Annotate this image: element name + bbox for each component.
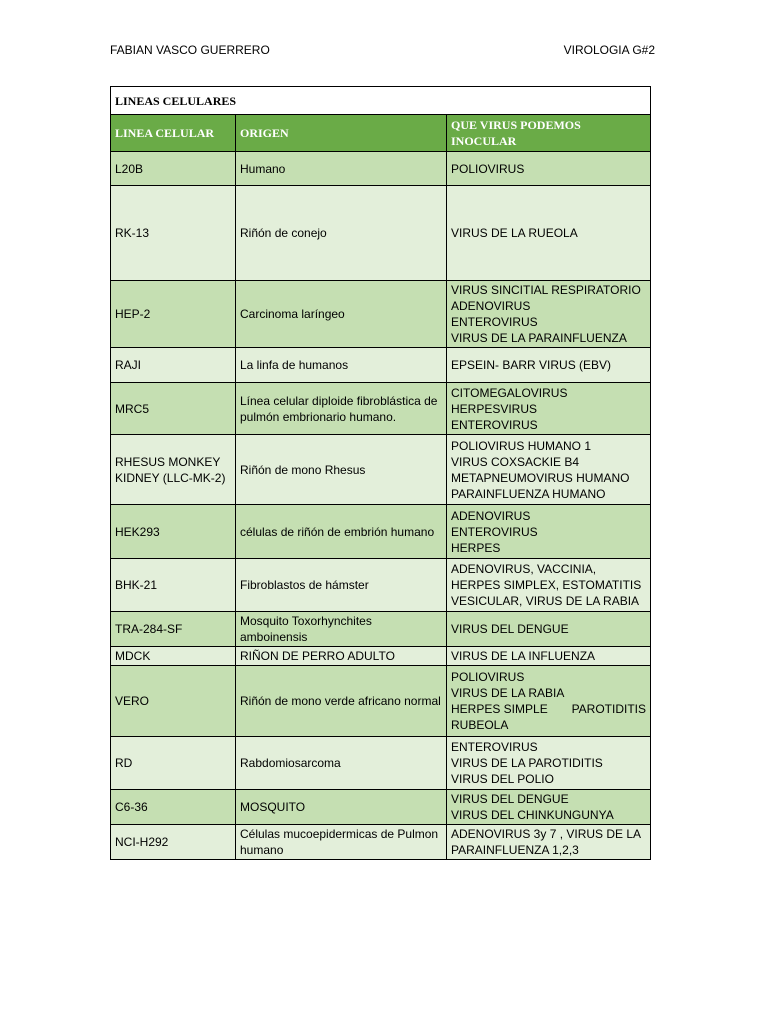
virus-entry: VIRUS DE LA RABIA — [451, 686, 565, 700]
cell-linea: VERO — [111, 666, 236, 737]
virus-entry: EPSEIN- BARR VIRUS (EBV) — [451, 358, 612, 372]
cell-origen: Fibroblastos de hámster — [236, 559, 447, 612]
virus-entry: ADENOVIRUS — [451, 508, 531, 523]
virus-entry: ENTEROVIRUS — [451, 315, 538, 329]
cell-linea: RK-13 — [111, 186, 236, 281]
virus-entry: ENTEROVIRUS — [451, 417, 538, 432]
table-row — [111, 666, 651, 737]
cell-virus — [447, 825, 651, 860]
cell-virus — [447, 505, 651, 559]
cell-virus — [447, 647, 651, 666]
cell-origen: células de riñón de embrión humano — [236, 505, 447, 559]
cell-origen: Riñón de mono Rhesus — [236, 435, 447, 505]
virus-entry: ENTEROVIRUS — [451, 524, 538, 539]
virus-entry: PARAINFLUENZA HUMANO — [451, 486, 606, 501]
cell-origen: Línea celular diploide fibroblástica de pulmón embrionario humano. — [236, 383, 447, 435]
cell-virus — [447, 383, 651, 435]
cell-origen: MOSQUITO — [236, 790, 447, 825]
cell-linea: TRA-284-SF — [111, 612, 236, 647]
virus-entry: VIRUS SINCITIAL RESPIRATORIO — [451, 283, 641, 297]
virus-entry-part: HERPES SIMPLE — [451, 702, 548, 716]
table-row — [111, 790, 651, 825]
table-row — [111, 825, 651, 860]
cell-origen: Riñón de conejo — [236, 186, 447, 281]
table-row — [111, 647, 651, 666]
column-header-virus: QUE VIRUS PODEMOS INOCULAR — [447, 115, 651, 152]
table-row — [111, 383, 651, 435]
virus-entry: ENTEROVIRUS — [451, 740, 538, 754]
column-header-linea: LINEA CELULAR — [111, 115, 236, 152]
virus-entry: CITOMEGALOVIRUS — [451, 385, 568, 400]
virus-entry: ADENOVIRUS 3y 7 , VIRUS DE LA PARAINFLUENZA 1,2,3 — [451, 827, 641, 857]
table-row — [111, 559, 651, 612]
table-row — [111, 435, 651, 505]
virus-entry: HERPES — [451, 540, 501, 555]
virus-entry: VIRUS DE LA PAROTIDITIS — [451, 756, 603, 770]
document-subject: VIROLOGIA G#2 — [563, 43, 655, 57]
cell-virus — [447, 435, 651, 505]
virus-entry: VIRUS COXSACKIE B4 — [451, 454, 580, 469]
cell-virus — [447, 348, 651, 383]
cell-origen: Mosquito Toxorhynchites amboinensis — [236, 612, 447, 647]
table-body — [111, 152, 651, 860]
column-header-origen: ORIGEN — [236, 115, 447, 152]
virus-entry: POLIOVIRUS — [451, 670, 525, 684]
cell-origen: Humano — [236, 152, 447, 186]
table-row — [111, 152, 651, 186]
virus-entry: ADENOVIRUS, VACCINIA, HERPES SIMPLEX, ESTOMATITIS VESICULAR, VIRUS DE LA RABIA — [451, 562, 642, 608]
table-row — [111, 186, 651, 281]
cell-linea: HEP-2 — [111, 281, 236, 348]
virus-entry-part: PAROTIDITIS — [571, 702, 647, 716]
virus-entry: VIRUS DE LA PARAINFLUENZA — [451, 331, 627, 345]
cell-origen: RIÑON DE PERRO ADULTO — [236, 647, 447, 666]
table-row — [111, 612, 651, 647]
cell-linea: RAJI — [111, 348, 236, 383]
cell-virus — [447, 559, 651, 612]
cell-linea: RD — [111, 737, 236, 790]
cell-linea: L20B — [111, 152, 236, 186]
cell-linea: RHESUS MONKEY KIDNEY (LLC-MK-2) — [111, 435, 236, 505]
cell-virus — [447, 737, 651, 790]
cell-lines-table — [110, 86, 651, 860]
virus-entry: HERPESVIRUS — [451, 401, 538, 416]
cell-origen: Riñón de mono verde africano normal — [236, 666, 447, 737]
cell-virus — [447, 790, 651, 825]
cell-virus — [447, 612, 651, 647]
cell-virus — [447, 666, 651, 737]
cell-origen: La linfa de humanos — [236, 348, 447, 383]
table-title: LINEAS CELULARES — [111, 87, 651, 115]
cell-linea: C6-36 — [111, 790, 236, 825]
virus-entry: ADENOVIRUS — [451, 299, 531, 313]
cell-virus — [447, 186, 651, 281]
cell-virus — [447, 281, 651, 348]
cell-linea: NCI-H292 — [111, 825, 236, 860]
table-row — [111, 505, 651, 559]
virus-entry: METAPNEUMOVIRUS HUMANO — [451, 470, 630, 485]
cell-origen: Células mucoepidermicas de Pulmon humano — [236, 825, 447, 860]
virus-entry: VIRUS DE LA RUEOLA — [451, 226, 578, 240]
table-row — [111, 281, 651, 348]
cell-origen: Carcinoma laríngeo — [236, 281, 447, 348]
virus-entry: VIRUS DE LA INFLUENZA — [451, 649, 596, 663]
virus-entry: POLIOVIRUS — [451, 161, 525, 176]
author-name: FABIAN VASCO GUERRERO — [110, 43, 270, 57]
virus-entry: VIRUS DEL DENGUE — [451, 622, 569, 636]
cell-linea: BHK-21 — [111, 559, 236, 612]
table-row — [111, 348, 651, 383]
cell-linea: MDCK — [111, 647, 236, 666]
virus-entry: RUBEOLA — [451, 718, 509, 732]
cell-origen: Rabdomiosarcoma — [236, 737, 447, 790]
virus-entry: VIRUS DEL DENGUE — [451, 792, 569, 806]
virus-entry: POLIOVIRUS HUMANO 1 — [451, 438, 592, 453]
table-row — [111, 737, 651, 790]
cell-virus — [447, 152, 651, 186]
virus-entry: VIRUS DEL POLIO — [451, 772, 554, 786]
virus-entry: VIRUS DEL CHINKUNGUNYA — [451, 808, 614, 822]
cell-linea: HEK293 — [111, 505, 236, 559]
virus-entry — [451, 701, 646, 717]
cell-linea: MRC5 — [111, 383, 236, 435]
